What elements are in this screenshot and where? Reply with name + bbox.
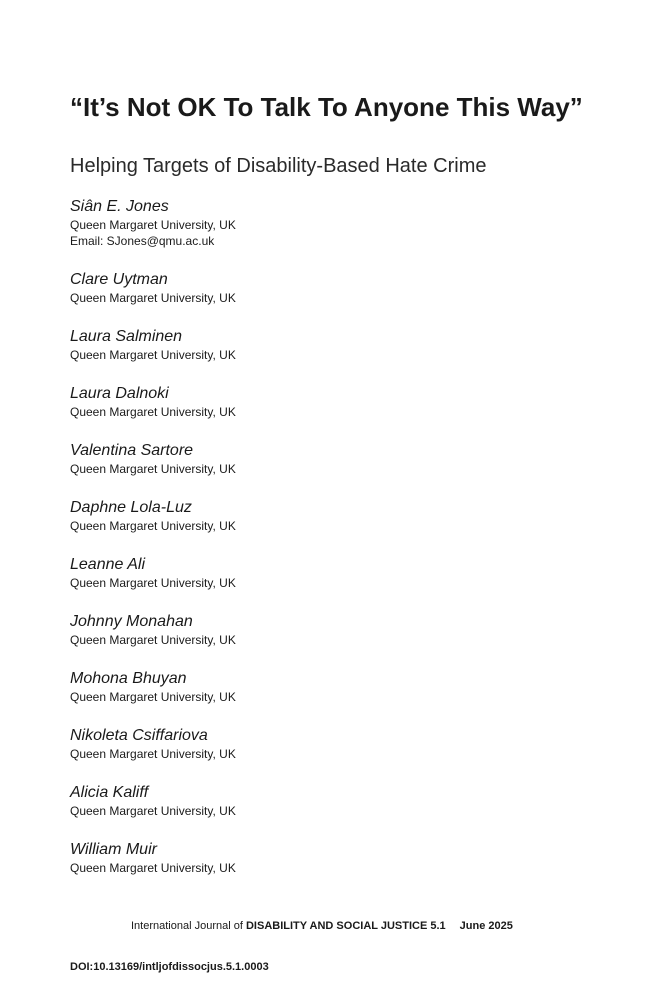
- journal-name: DISABILITY AND SOCIAL JUSTICE 5.1: [245, 920, 446, 932]
- author-name: Leanne Ali: [70, 556, 146, 573]
- author-affiliation: Queen Margaret University, UK: [70, 747, 236, 761]
- author-affiliation: Queen Margaret University, UK: [70, 633, 236, 647]
- author-email: Email: SJones@qmu.ac.uk: [70, 234, 215, 248]
- author-name: Johnny Monahan: [70, 613, 193, 630]
- author-affiliation: Queen Margaret University, UK: [70, 804, 236, 818]
- issue-date: June 2025: [459, 920, 513, 932]
- author-entry: [70, 384, 610, 420]
- author-name: Clare Uytman: [70, 271, 168, 288]
- author-entry: [70, 612, 610, 648]
- author-name: Nikoleta Csiffariova: [70, 727, 208, 744]
- author-name: Mohona Bhuyan: [70, 670, 187, 687]
- journal-footer: [131, 918, 513, 934]
- author-entry: [70, 327, 610, 363]
- author-affiliation: Queen Margaret University, UK: [70, 291, 236, 305]
- author-name: Alicia Kaliff: [70, 784, 149, 801]
- author-name: William Muir: [70, 841, 157, 858]
- author-affiliation: Queen Margaret University, UK: [70, 690, 236, 704]
- author-entry: [70, 197, 610, 249]
- journal-prefix: International Journal of: [131, 920, 243, 932]
- author-name: Siân E. Jones: [70, 198, 169, 215]
- author-name: Laura Salminen: [70, 328, 183, 345]
- author-affiliation: Queen Margaret University, UK: [70, 405, 236, 419]
- author-affiliation: Queen Margaret University, UK: [70, 519, 236, 533]
- author-entry: [70, 783, 610, 819]
- author-entry: [70, 669, 610, 705]
- article-subtitle: Helping Targets of Disability-Based Hate Crime: [70, 155, 487, 177]
- author-entry: [70, 270, 610, 306]
- article-title: “It’s Not OK To Talk To Anyone This Way”: [70, 92, 583, 122]
- author-entry: [70, 441, 610, 477]
- author-entry: [70, 726, 610, 762]
- author-affiliation: Queen Margaret University, UK: [70, 576, 236, 590]
- author-name: Laura Dalnoki: [70, 385, 169, 402]
- author-affiliation: Queen Margaret University, UK: [70, 462, 236, 476]
- author-affiliation: Queen Margaret University, UK: [70, 861, 236, 875]
- author-affiliation: Queen Margaret University, UK: [70, 348, 236, 362]
- doi-text: DOI:10.13169/intljofdissocjus.5.1.0003: [70, 961, 269, 973]
- author-name: Daphne Lola-Luz: [70, 499, 192, 516]
- author-name: Valentina Sartore: [70, 442, 194, 459]
- author-entry: [70, 498, 610, 534]
- author-affiliation: Queen Margaret University, UK: [70, 218, 236, 232]
- author-entry: [70, 840, 610, 876]
- author-entry: [70, 555, 610, 591]
